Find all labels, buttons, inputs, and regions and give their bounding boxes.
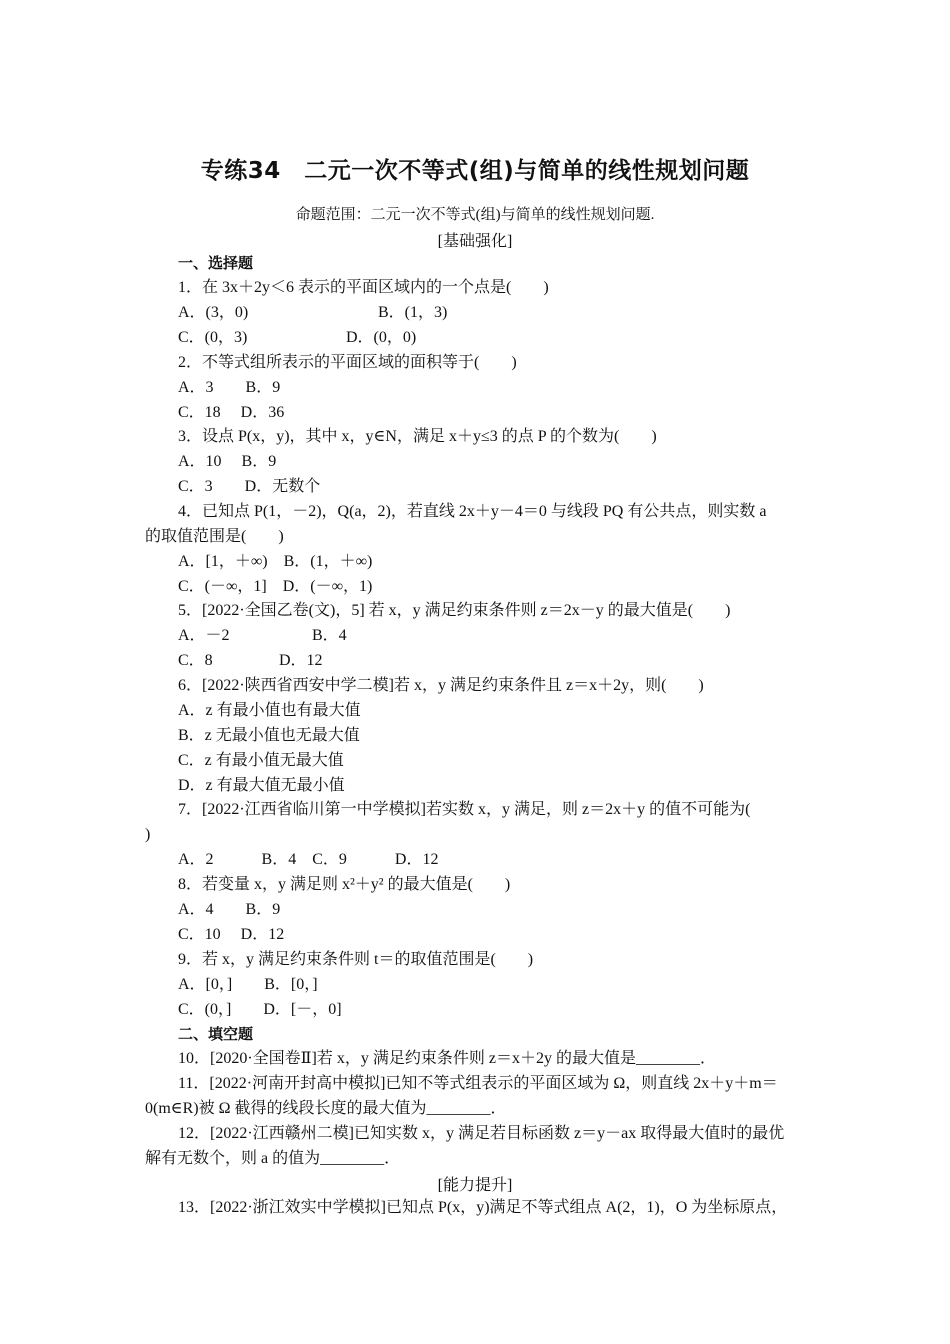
- section-heading-fill: 二、填空题: [178, 1025, 254, 1043]
- options-3cd: C．3 D．无数个: [178, 478, 321, 495]
- section-heading-choice: 一、选择题: [178, 254, 254, 272]
- question-6: 6．[2022·陕西省西安中学二模]若 x，y 满足约束条件且 z＝x＋2y，则( ): [178, 677, 704, 694]
- option-5a: A．－2: [178, 627, 230, 644]
- question-13: 13．[2022·浙江效实中学模拟]已知点 P(x，y)满足不等式组点 A(2，1)，O 为坐标原点，: [178, 1199, 788, 1216]
- part-label-advanced: [能力提升]: [437, 1177, 513, 1194]
- question-2: 2．不等式组所表示的平面区域的面积等于( ): [178, 354, 517, 371]
- option-5d: D．12: [279, 652, 323, 669]
- options-4ab: A．[1，＋∞) B．(1，＋∞): [178, 553, 373, 570]
- question-12-line1: 12．[2022·江西赣州二模]已知实数 x，y 满足若目标函数 z＝y－ax 取得最大值时的最优: [178, 1125, 785, 1142]
- options-9cd: C．(0，] D．[－，0]: [178, 1001, 342, 1018]
- option-5c: C．8: [178, 652, 213, 669]
- question-7-line2: ): [145, 826, 151, 843]
- option-1b: B．(1，3): [378, 304, 448, 321]
- question-8: 8．若变量 x，y 满足则 x²＋y² 的最大值是( ): [178, 876, 511, 893]
- options-8cd: C．10 D．12: [178, 926, 285, 943]
- option-1c: C．(0，3): [178, 329, 248, 346]
- option-1d: D．(0，0): [346, 329, 417, 346]
- question-3: 3．设点 P(x，y)，其中 x，y∈N，满足 x＋y≤3 的点 P 的个数为( ): [178, 428, 657, 445]
- question-11-line2: 0(m∈R)被 Ω 截得的线段长度的最大值为________．: [145, 1100, 507, 1117]
- option-6b: B．z 无最小值也无最大值: [178, 727, 360, 744]
- option-6c: C．z 有最小值无最大值: [178, 752, 344, 769]
- option-6d: D．z 有最大值无最小值: [178, 777, 345, 794]
- question-4-line2: 的取值范围是( ): [145, 528, 284, 545]
- scope-text: 命题范围：二元一次不等式(组)与简单的线性规划问题.: [295, 207, 655, 223]
- question-12-line2: 解有无数个，则 a 的值为________．: [145, 1150, 401, 1167]
- question-4-line1: 4．已知点 P(1，－2)，Q(a，2)，若直线 2x＋y－4＝0 与线段 PQ 有公共点，则实数 a: [178, 503, 767, 520]
- question-11-line1: 11．[2022·河南开封高中模拟]已知不等式组表示的平面区域为 Ω，则直线 2x＋y＋m＝: [178, 1075, 778, 1092]
- options-9ab: A．[0，] B．[0，]: [178, 976, 318, 993]
- question-9: 9．若 x，y 满足约束条件则 t＝的取值范围是( ): [178, 951, 534, 968]
- options-7: A．2 B．4 C．9 D．12: [178, 851, 439, 868]
- option-5b: B．4: [312, 627, 347, 644]
- question-5: 5．[2022·全国乙卷(文)，5] 若 x，y 满足约束条件则 z＝2x－y 的最大值是( ): [178, 602, 731, 619]
- question-10: 10．[2020·全国卷Ⅱ]若 x，y 满足约束条件则 z＝x＋2y 的最大值是________．: [178, 1050, 716, 1067]
- page-title: 专练34 二元一次不等式(组)与简单的线性规划问题: [200, 158, 750, 184]
- question-1: 1．在 3x＋2y＜6 表示的平面区域内的一个点是( ): [178, 279, 549, 296]
- option-1a: A．(3，0): [178, 304, 249, 321]
- options-2ab: A．3 B．9: [178, 379, 281, 396]
- options-8ab: A．4 B．9: [178, 901, 281, 918]
- option-6a: A．z 有最小值也有最大值: [178, 702, 361, 719]
- options-4cd: C．(－∞，1] D．(－∞，1): [178, 578, 373, 595]
- question-7-line1: 7．[2022·江西省临川第一中学模拟]若实数 x，y 满足，则 z＝2x＋y 的值不可能为(: [178, 801, 751, 818]
- options-2cd: C．18 D．36: [178, 404, 285, 421]
- part-label-basic: [基础强化]: [437, 233, 513, 250]
- options-3ab: A．10 B．9: [178, 453, 277, 470]
